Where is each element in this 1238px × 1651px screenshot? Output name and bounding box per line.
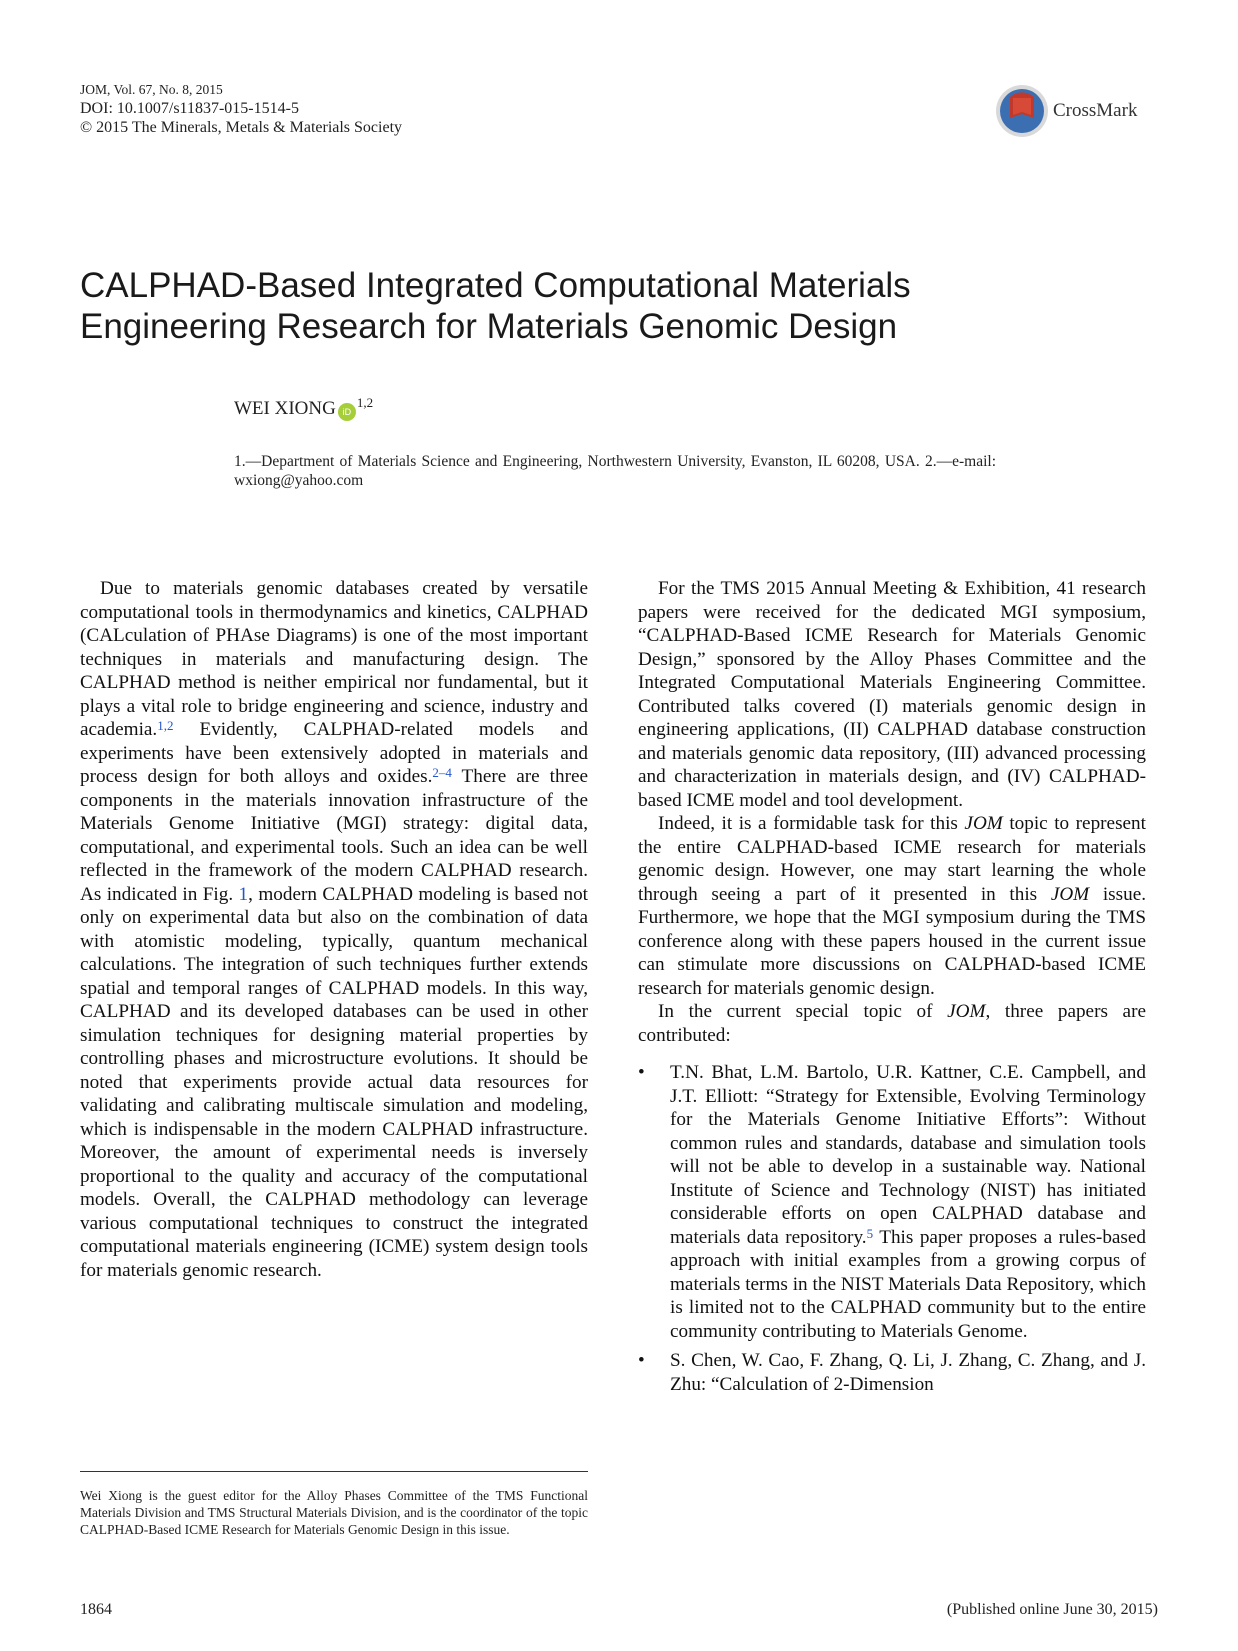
footnote-divider	[80, 1471, 588, 1472]
crossmark-icon	[995, 84, 1049, 138]
crossmark-label: CrossMark	[1053, 100, 1138, 121]
figure-1-link[interactable]: 1	[238, 883, 249, 905]
author-line	[234, 395, 374, 421]
journal-citation: JOM, Vol. 67, No. 8, 2015	[80, 82, 223, 97]
intro-paragraph: Due to materials genomic databases created by versatile computational tools in thermodynamics and kinetics, CALPHAD (CALculation of PHAse Diagrams) is one of the most important techniques in materials and manufacturing design. The CALPHAD method is neither empirical nor fundamental, but it plays a vital role to bridge engineering and science, industry and academia.$^{1,2}$ Evidently, CALPHAD-related models and experiments have been extensively adopted in materials and process design for both alloys and oxides.$^{2-4}$ There are three components in the materials innovation infrastructure of the Materials Genome Initiative (MGI) strategy: digital data, computational, and experimental tools. Such an idea can be well reflected in the framework of the modern CALPHAD research. As indicated in Fig. 1, modern CALPHAD modeling is based not only on experimental data but also on the combination of data with atomistic modeling, typically, quantum mechanical calculations. The integration of such techniques further extends spatial and temporal ranges of CALPHAD models. In this way, CALPHAD and its developed databases can be used in other simulation techniques for designing material properties by controlling phases and microstructure evolutions. It should be noted that experiments provide actual data resources for validating and calibrating multiscale simulation and modeling, which is indispensable in the modern CALPHAD infrastructure. Moreover, the amount of experimental needs is inversely proportional to the quality and accuracy of the computational models. Overall, the CALPHAD methodology can leverage various computational techniques to construct the integrated computational materials engineering (ICME) system design tools for materials genomic research.	[80, 578, 588, 1281]
left-column	[80, 577, 588, 1282]
affiliation: 1.—Department of Materials Science and Engineering, Northwestern University, Evanston, IL 60208, USA. 2.—e-mail: wxiong@yahoo.com	[234, 453, 996, 489]
journal-header	[80, 80, 402, 137]
crossmark-badge[interactable]	[995, 84, 1137, 138]
symposium-paragraph: For the TMS 2015 Annual Meeting & Exhibition, 41 research papers were received for the dedicated MGI symposium, “CALPHAD-Based ICME Research for Materials Genomic Design,” sponsored by the Alloy Phases Committee and the Integrated Computational Materials Engineering Committee. Contributed talks covered (I) materials genomic design in engineering applications, (II) CALPHAD database construction and materials genomic data repository, (III) advanced processing and characterization in materials design, and (IV) CALPHAD-based ICME model and tool development.	[638, 578, 1146, 811]
article-title	[80, 265, 1080, 347]
published-online-date: (Published online June 30, 2015)	[946, 1601, 1158, 1618]
list-item: • T.N. Bhat, L.M. Bartolo, U.R. Kattner, C.E. Campbell, and J.T. Elliott: “Strategy for Extensible, Evolving Terminology for the Materials Genome Initiative Efforts”: Without common rules and standards, database and simulation tools will not be able to develop in a sustainable way. National Institute of Science and Technology (NIST) has initiated considerable efforts on open CALPHAD database and materials data repository.$^5$ This paper proposes a rules-based approach with initial examples from a growing corpus of materials terms in the NIST Materials Data Repository, which is limited not to the CALPHAD community but to the entire community contributing to Materials Genome.	[638, 1062, 1147, 1342]
author-name: WEI XIONG	[234, 398, 336, 419]
orcid-icon[interactable]: iD	[338, 403, 356, 421]
title-line-1: CALPHAD-Based Integrated Computational Materials	[80, 266, 911, 305]
right-column	[638, 577, 1146, 1402]
copyright: © 2015 The Minerals, Metals & Materials Society	[80, 119, 403, 136]
title-line-2: Engineering Research for Materials Genomic Design	[80, 307, 898, 346]
citation-1-2[interactable]: 1,2	[157, 718, 174, 733]
bullet-icon: •	[638, 1350, 645, 1371]
bullet-icon: •	[638, 1062, 645, 1083]
doi: DOI: 10.1007/s11837-015-1514-5	[80, 100, 299, 117]
editor-footnote: Wei Xiong is the guest editor for the Alloy Phases Committee of the TMS Functional Materials Division and TMS Structural Materials Division, and is the coordinator of the topic CALPHAD-Based ICME Research for Materials Genomic Design in this issue.	[80, 1488, 588, 1537]
page-number: 1864	[80, 1601, 112, 1618]
author-affiliation-marks: 1,2	[356, 395, 374, 410]
contributed-papers-list	[638, 1061, 1146, 1396]
special-topic-paragraph: In the current special topic of JOM, three papers are contributed:	[638, 1001, 1146, 1046]
formidable-task-paragraph: Indeed, it is a formidable task for this JOM topic to represent the entire CALPHAD-based ICME research for materials genomic design. However, one may start learning the whole through seeing a part of it presented in this JOM issue. Furthermore, we hope that the MGI symposium during the TMS conference along with these papers housed in the current issue can stimulate more discussions on CALPHAD-based ICME research for materials genomic design.	[638, 813, 1147, 999]
citation-5[interactable]: 5	[866, 1225, 874, 1241]
citation-2-4[interactable]: 2–4	[432, 765, 452, 780]
list-item: • S. Chen, W. Cao, F. Zhang, Q. Li, J. Zhang, C. Zhang, and J. Zhu: “Calculation of 2-Dimension	[638, 1350, 1146, 1395]
